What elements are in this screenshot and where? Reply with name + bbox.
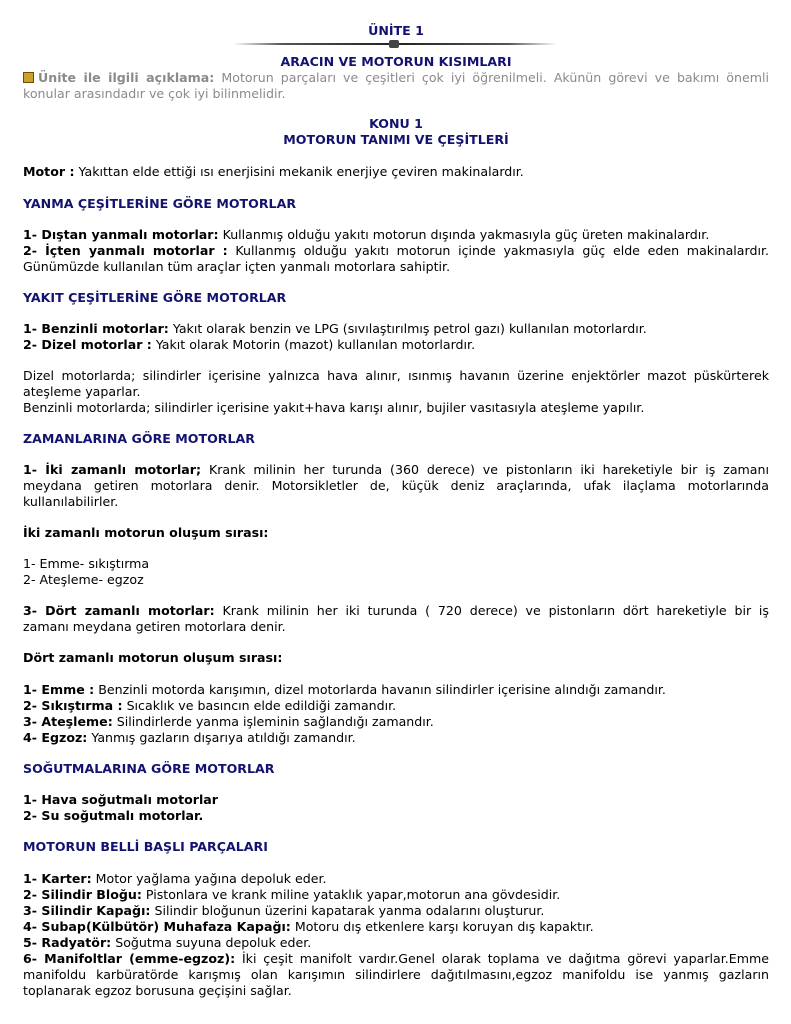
explanation-line-2: konular arasındadır ve çok iyi bilinmelidir. [23,86,286,101]
unit-title: ÜNİTE 1 [368,23,424,38]
item-text: Silindirlerde yanma işleminin sağlandığı zamandır. [116,714,434,729]
motor-text: Yakıttan elde ettiği ısı enerjisini mekanik enerjiye çeviren makinalardır. [78,164,524,179]
combustion-item-2 [23,243,769,259]
item-label: 1- İki zamanlı motorlar; [23,462,202,477]
item-text: Krank milinin her iki turunda ( 720 derece) ve pistonların dört hareketiyle bir iş [222,603,769,618]
unit-subtitle: ARACIN VE MOTORUN KISIMLARI [280,54,512,69]
fuel-item-1 [23,321,769,337]
item-label: 1- Karter: [23,871,92,886]
two-stroke-line-2: meydana getiren motorlara denir. Motorsikletler de, küçük deniz araçlarında, ufak ilaçlama motorlarında [23,478,769,493]
four-stroke-step [23,682,769,698]
item-text: Yanmış gazların dışarıya atıldığı zamandır. [91,730,356,745]
four-stroke-line-2: zamanı meydana getiren motorlara denir. [23,619,286,634]
two-stroke-order-2: 2- Ateşleme- egzoz [23,572,144,587]
fuel-item-2 [23,337,769,353]
four-stroke-order-heading: Dört zamanlı motorun oluşum sırası: [23,650,283,665]
item-label: 3- Ateşleme: [23,714,113,729]
four-stroke-line-1 [23,603,769,619]
part-item [23,919,769,935]
two-stroke-order-heading: İki zamanlı motorun oluşum sırası: [23,525,269,540]
item-label: 4- Egzoz: [23,730,88,745]
part-item [23,871,769,887]
item-text: Kullanmış olduğu yakıtı motorun içinde yakmasıyla güç elde eden makinalardır. [235,243,769,258]
item-label: 6- Manifoltlar (emme-egzoz): [23,951,236,966]
combustion-heading: YANMA ÇEŞİTLERİNE GÖRE MOTORLAR [23,196,297,211]
combustion-item-2-cont: Günümüzde kullanılan tüm araçlar içten yanmalı motorlara sahiptir. [23,259,451,274]
item-text: Yakıt olarak Motorin (mazot) kullanılan motorlardır. [155,337,476,352]
two-stroke-line-1 [23,462,769,478]
two-stroke-line-3: kullanılabilirler. [23,494,119,509]
part-item-6 [23,951,769,967]
parts-heading: MOTORUN BELLİ BAŞLI PARÇALARI [23,839,268,854]
item-label: 1- Benzinli motorlar: [23,321,169,336]
topic-number: KONU 1 [369,116,423,131]
four-stroke-step [23,730,769,746]
item-text: Sıcaklık ve basıncın elde edildiği zamandır. [126,698,397,713]
cooling-item-1: 1- Hava soğutmalı motorlar [23,792,218,807]
item-label: 5- Radyatör: [23,935,112,950]
item-text: Soğutma suyuna depoluk eder. [115,935,312,950]
note-icon [23,72,34,83]
item-label: 1- Dıştan yanmalı motorlar: [23,227,219,242]
item-label: 4- Subap(Külbütör) Muhafaza Kapağı: [23,919,291,934]
four-stroke-step [23,698,769,714]
cooling-item-2: 2- Su soğutmalı motorlar. [23,808,204,823]
part-item [23,903,769,919]
petrol-line: Benzinli motorlarda; silindirler içerisine yakıt+hava karışı alınır, bujiler vasıtasıyla ateşleme yapılır. [23,400,645,415]
item-label: 3- Dört zamanlı motorlar: [23,603,215,618]
item-text: Krank milinin her turunda (360 derece) ve pistonların iki hareketiyle bir iş zamanı [209,462,769,477]
diesel-line-1: Dizel motorlarda; silindirler içerisine yalnızca hava alınır, ısınmış havanın üzerine enjektörler mazot püskürterek [23,368,769,383]
item-text: Pistonlara ve krank miline yataklık yapar,motorun ana gövdesidir. [145,887,561,902]
explanation-label: Ünite ile ilgili açıklama: [38,70,215,85]
item-label: 2- İçten yanmalı motorlar : [23,243,228,258]
explanation-line-1 [23,70,769,86]
item-label: 1- Emme : [23,682,95,697]
item-label: 2- Sıkıştırma : [23,698,123,713]
motor-label: Motor : [23,164,75,179]
item-text: Benzinli motorda karışımın, dizel motorlarda havanın silindirler içerisine alındığı zamandır. [98,682,666,697]
item-text: Motoru dış etkenlere karşı koruyan dış kapaktır. [294,919,594,934]
motor-definition [23,164,769,180]
item-label: 2- Dizel motorlar : [23,337,152,352]
title-divider [233,42,557,46]
combustion-item-1 [23,227,769,243]
item-label: 2- Silindir Bloğu: [23,887,142,902]
item-text: Motor yağlama yağına depoluk eder. [95,871,327,886]
part-item-6-line-2: manifoldu karbüratörde karışmış olan karışımın silindirlere dağıtılmasını,egzoz manifoldu ise yanmış gazların [23,967,769,982]
strokes-heading: ZAMANLARINA GÖRE MOTORLAR [23,431,255,446]
part-item [23,887,769,903]
explanation-text: Motorun parçaları ve çeşitleri çok iyi öğrenilmeli. Akünün görevi ve bakımı önemli [221,70,769,85]
topic-title: MOTORUN TANIMI VE ÇEŞİTLERİ [283,132,509,147]
item-text: Yakıt olarak benzin ve LPG (sıvılaştırılmış petrol gazı) kullanılan motorlardır. [172,321,647,336]
fuel-heading: YAKIT ÇEŞİTLERİNE GÖRE MOTORLAR [23,290,287,305]
part-item [23,935,769,951]
item-label: 3- Silindir Kapağı: [23,903,151,918]
item-text: İki çeşit manifolt vardır.Genel olarak toplama ve dağıtma görevi yaparlar.Emme [241,951,769,966]
diesel-line-2: ateşleme yaparlar. [23,384,141,399]
two-stroke-order-1: 1- Emme- sıkıştırma [23,556,150,571]
cooling-heading: SOĞUTMALARINA GÖRE MOTORLAR [23,761,275,776]
four-stroke-step [23,714,769,730]
item-text: Silindir bloğunun üzerini kapatarak yanma odalarını oluşturur. [154,903,545,918]
item-text: Kullanmış olduğu yakıtı motorun dışında yakmasıyla güç üreten makinalardır. [222,227,710,242]
part-item-6-line-3: toplanarak egzoz borusuna geçişini sağlar. [23,983,292,998]
